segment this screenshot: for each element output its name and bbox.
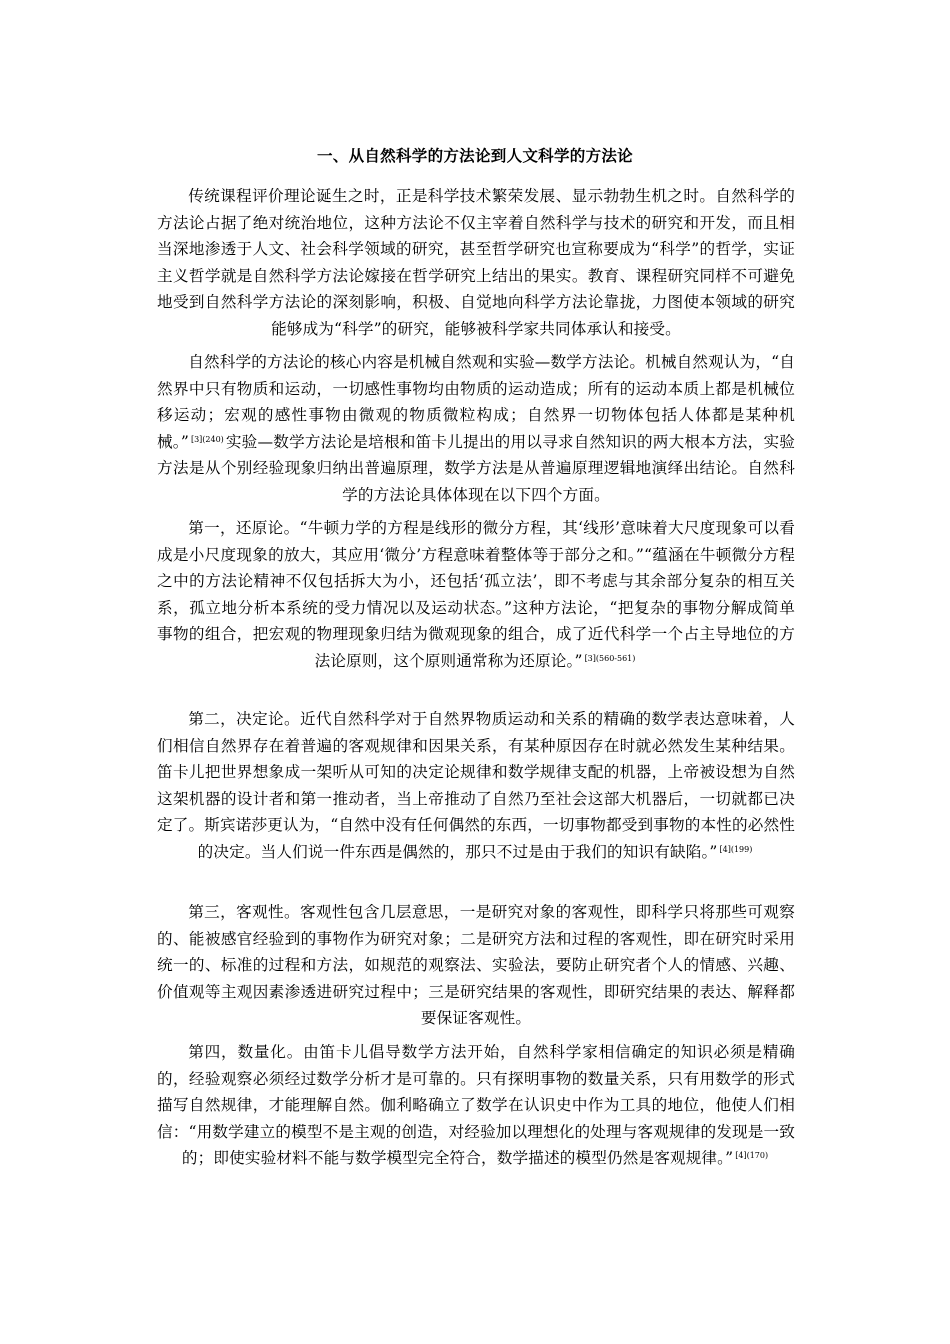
paragraph-text: 自然科学的方法论的核心内容是机械自然观和实验—数学方法论。机械自然观认为，“自然界中只有物质和运动，一切感性事物均由物质的运动造成；所有的运动本质上都是机械位移运动；宏观的感性事物由微观的物质微粒构成；自然界一切物体包括人体都是某种机械。” xyxy=(157,353,795,451)
citation-marker: [3](560-561) xyxy=(584,653,636,663)
paragraph-1 xyxy=(157,183,795,342)
citation-marker: [4](170) xyxy=(735,1151,769,1160)
section-title: 一、从自然科学的方法论到人文科学的方法论 xyxy=(316,147,633,165)
paragraph-text: 第一，还原论。“牛顿力学的方程是线形的微分方程，其‘线形’意味着大尺度现象可以看成是小尺度现象的放大，其应用‘微分’方程意味着整体等于部分之和。”“蕴涵在牛顿微分方程之中的方法论精神不仅包括拆大为小，还包括‘孤立法’，即不考虑与其余部分复杂的相互关系，孤立地分析本系统的受力情况以及运动状态。”这种方法论，“把复杂的事物分解成简单事物的组合，把宏观的物理现象归结为微观现象的组合，成了近代科学一个占主导地位的方法论原则，这个原则通常称为还原论。” xyxy=(157,519,795,670)
paragraph-text: 传统课程评价理论诞生之时，正是科学技术繁荣发展、显示勃勃生机之时。自然科学的方法论占据了绝对统治地位，这种方法论不仅主宰着自然科学与技术的研究和开发，而且相当深地渗透于人文、社会科学领域的研究，甚至哲学研究也宣称要成为“科学”的哲学，实证主义哲学就是自然科学方法论嫁接在哲学研究上结出的果实。教育、课程研究同样不可避免地受到自然科学方法论的深刻影响，积极、自觉地向科学方法论靠拢，力图使本领域的研究能够成为“科学”的研究，能够被科学家共同体承认和接受。 xyxy=(157,187,795,338)
paragraph-text-continued: 实验—数学方法论是培根和笛卡儿提出的用以寻求自然知识的两大根本方法，实验方法是从个别经验现象归纳出普遍原理，数学方法是从普遍原理逻辑地演绎出结论。自然科学的方法论具体体现在以下四个方面。 xyxy=(157,432,795,504)
paragraph-text: 第三，客观性。客观性包含几层意思，一是研究对象的客观性，即科学只将那些可观察的、能被感官经验到的事物作为研究对象；二是研究方法和过程的客观性，即在研究时采用统一的、标准的过程和方法，如规范的观察法、实验法，要防止研究者个人的情感、兴趣、价值观等主观因素渗透进研究过程中；三是研究结果的客观性，即研究结果的表达、解释都要保证客观性。 xyxy=(157,903,795,1027)
citation-marker: [4](199) xyxy=(719,844,753,854)
paragraph-4 xyxy=(157,706,795,865)
paragraph-6 xyxy=(157,1039,795,1172)
paragraph-5 xyxy=(157,899,795,1032)
citation-marker: [3](240) xyxy=(190,434,224,444)
paragraph-text: 第四，数量化。由笛卡儿倡导数学方法开始，自然科学家相信确定的知识必须是精确的，经验观察必须经过数学分析才是可靠的。只有探明事物的数量关系，只有用数学的形式描写自然规律，才能理解自然。伽利略确立了数学在认识史中作为工具的地位，他使人们相信：“用数学建立的模型不是主观的创造，对经验加以理想化的处理与客观规律的发现是一致的；即使实验材料不能与数学模型完全符合，数学描述的模型仍然是客观规律。” xyxy=(157,1043,795,1167)
paragraph-2 xyxy=(157,349,795,508)
paragraph-text: 第二，决定论。近代自然科学对于自然界物质运动和关系的精确的数学表达意味着，人们相信自然界存在着普遍的客观规律和因果关系，有某种原因存在时就必然发生某种结果。笛卡儿把世界想象成一架听从可知的决定论规律和数学规律支配的机器，上帝被设想为自然这架机器的设计者和第一推动者，当上帝推动了自然乃至社会这部大机器后，一切就都已决定了。斯宾诺莎更认为，“自然中没有任何偶然的东西，一切事物都受到事物的本性的必然性的决定。当人们说一件东西是偶然的，那只不过是由于我们的知识有缺陷。” xyxy=(157,710,795,861)
paragraph-3 xyxy=(157,515,795,674)
